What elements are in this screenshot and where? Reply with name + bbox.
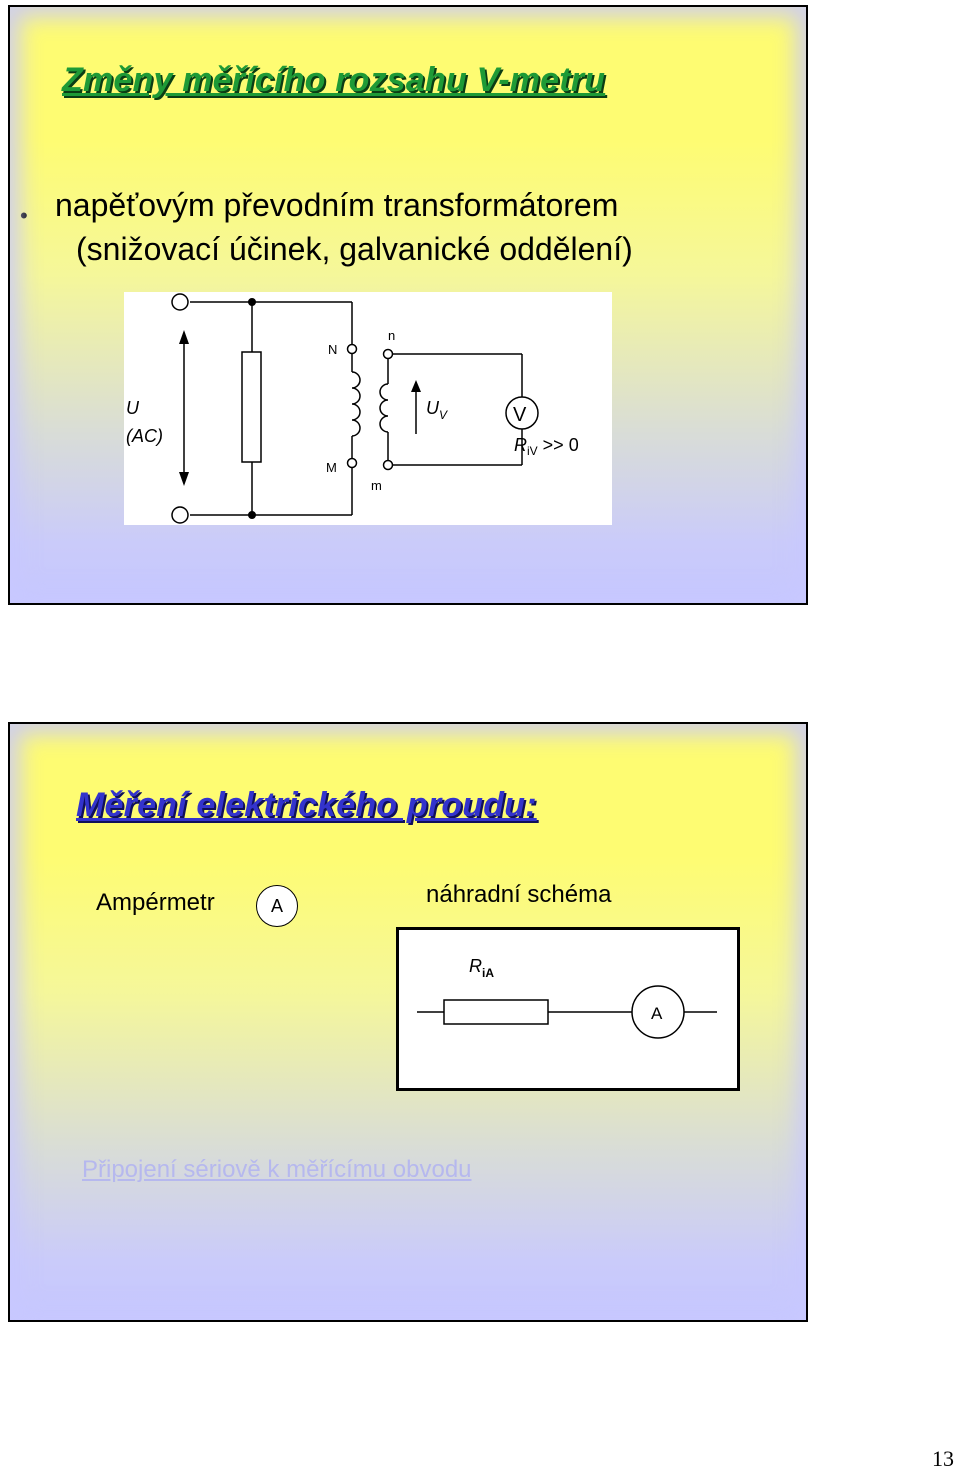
bullet-dot: •: [20, 203, 28, 228]
internal-resistor-symbol: [444, 1000, 548, 1024]
label-M: M: [326, 460, 337, 475]
input-terminal-top: [172, 294, 188, 310]
slide-voltmeter-range: [8, 5, 808, 605]
terminal-M: [348, 459, 357, 468]
equivalent-circuit-label: náhradní schéma: [426, 881, 612, 908]
page-number: 13: [932, 1446, 954, 1471]
arrowhead-down: [179, 472, 189, 486]
primary-coil: [352, 372, 360, 436]
uv-arrowhead: [411, 380, 421, 392]
ammeter-symbol: [256, 885, 298, 927]
terminal-m: [384, 461, 393, 470]
ammeter-label: Ampérmetr: [96, 889, 215, 916]
equivalent-circuit-svg: [399, 930, 737, 1088]
label-m: m: [371, 478, 382, 493]
ammeter-equivalent-circuit: [396, 927, 740, 1091]
secondary-coil: [380, 384, 388, 432]
arrowhead-up: [179, 330, 189, 344]
ac-label: (AC): [126, 426, 163, 446]
junction-top: [248, 298, 256, 306]
slide2-title: Měření elektrického proudu:: [76, 786, 537, 824]
slide1-title: Změny měřícího rozsahu V-metru: [62, 61, 606, 99]
input-terminal-bottom: [172, 507, 188, 523]
ria-label: $R_{iA}$: [469, 956, 494, 980]
resistor-symbol: [242, 352, 261, 462]
slide-current-measurement: [8, 722, 808, 1322]
riv-label: $R_{iV} >> 0$: [514, 435, 579, 458]
ammeter-symbol-letter: A: [270, 895, 283, 916]
terminal-N: [348, 345, 357, 354]
label-n: n: [388, 328, 396, 343]
label-N: N: [328, 342, 338, 357]
voltmeter-letter: V: [513, 404, 527, 426]
u-label: U: [126, 398, 139, 418]
bullet-text-line1: napěťovým převodním transformátorem: [55, 187, 619, 223]
terminal-n: [384, 350, 393, 359]
transformer-circuit-svg: [124, 292, 612, 525]
series-connection-note: Připojení sériově k měřícímu obvodu: [82, 1156, 472, 1183]
ammeter-circuit-letter: A: [651, 1004, 663, 1023]
bullet-text-line2: (snižovací účinek, galvanické oddělení): [76, 231, 633, 267]
junction-bottom: [248, 511, 256, 519]
transformer-circuit-diagram: [124, 292, 612, 525]
uv-label: $U_V$: [426, 398, 448, 422]
